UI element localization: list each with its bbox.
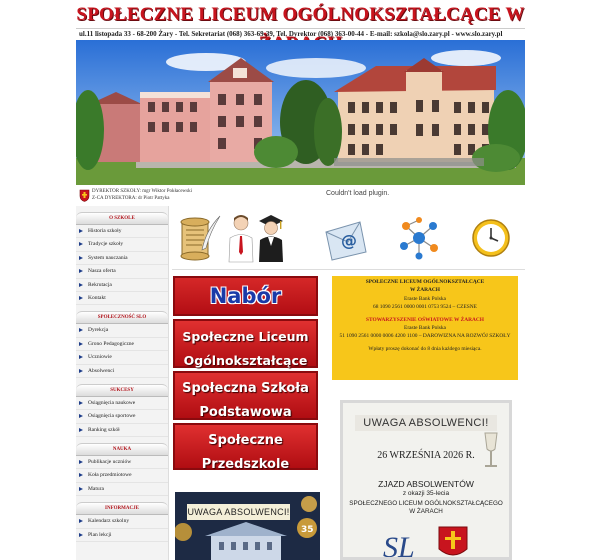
- sidebar-item-osiagniecia-naukowe[interactable]: [76, 397, 168, 410]
- payment-info-box: [332, 276, 518, 380]
- sidebar-item-label: System nauczania: [88, 254, 128, 261]
- info-account-tuition: 68 1090 2561 0000 0001 0753 9524 – CZESNE: [373, 304, 477, 311]
- sidebar-section-sukcesy: [76, 384, 168, 437]
- sidebar-item-kalendarz-szkolny[interactable]: [76, 515, 168, 528]
- sidebar-heading: SUKCESY: [76, 384, 168, 397]
- alumni-reunion-poster[interactable]: [340, 400, 512, 560]
- info-bank-name: Eraste Bank Polska: [404, 295, 446, 302]
- nav-arrow-icon: [79, 229, 83, 233]
- nav-arrow-icon: [79, 283, 83, 287]
- nav-arrow-icon: [79, 414, 83, 418]
- przedszkole-label-line2: Przedszkole: [201, 457, 290, 472]
- przedszkole-button[interactable]: [173, 423, 318, 470]
- poster-school: [343, 500, 509, 516]
- poster-school-line2: W ŻARACH: [409, 508, 443, 515]
- scroll-quill-icon[interactable]: [176, 212, 222, 264]
- info-payment-note: Wpłaty proszę dokonać do 8 dnia każdego miesiąca.: [368, 345, 482, 352]
- liceum-button[interactable]: [173, 319, 318, 368]
- sidebar-section-nauka: [76, 443, 168, 496]
- poster-reunion-line2: z okazji 35-lecia: [402, 490, 450, 497]
- sidebar-item-matura[interactable]: [76, 483, 168, 496]
- director-text: [92, 188, 192, 202]
- sidebar-item-rekrutacja[interactable]: [76, 279, 168, 292]
- sidebar-item-label: Plan lekcji: [88, 531, 112, 538]
- clock-icon[interactable]: [468, 212, 514, 264]
- nav-arrow-icon: [79, 296, 83, 300]
- quick-links-icon-row: [172, 206, 525, 270]
- podstawowa-label-line2: Podstawowa: [199, 405, 292, 420]
- poster-school-line1: SPOŁECZNEGO LICEUM OGÓLNOKSZTAŁCĄCEGO: [349, 500, 503, 507]
- director-info-row: [76, 186, 525, 206]
- nav-arrow-icon: [79, 401, 83, 405]
- plugin-error-message: Couldn't load plugin.: [326, 190, 390, 197]
- poster-date: 26 WRZEŚNIA 2026 R.: [377, 450, 475, 461]
- poster-title: UWAGA ABSOLWENCI!: [355, 415, 497, 431]
- alumni-poster-thumbnail[interactable]: [175, 492, 320, 560]
- sidebar-item-absolwenci[interactable]: [76, 365, 168, 378]
- info-bank-name-2: Eraste Bank Polska: [404, 325, 446, 332]
- sidebar-item-kontakt[interactable]: [76, 292, 168, 305]
- email-envelope-icon[interactable]: [322, 212, 368, 264]
- nav-arrow-icon: [79, 487, 83, 491]
- school-building-illustration: [76, 40, 525, 185]
- svg-text:SL: SL: [383, 531, 415, 560]
- liceum-label-line1: Społeczne Liceum: [182, 329, 309, 344]
- sidebar-heading: O SZKOLE: [76, 212, 168, 225]
- nav-arrow-icon: [79, 242, 83, 246]
- sidebar-item-grono-pedagogiczne[interactable]: [76, 338, 168, 351]
- sidebar-item-label: Nasza oferta: [88, 268, 116, 275]
- nav-arrow-icon: [79, 533, 83, 537]
- sidebar-item-label: Matura: [88, 485, 104, 492]
- sidebar-item-label: Rekrutacja: [88, 281, 112, 288]
- nav-arrow-icon: [79, 355, 83, 359]
- sidebar-item-label: Osiągnięcia sportowe: [88, 413, 136, 420]
- sidebar-item-label: Historia szkoły: [88, 228, 122, 234]
- graduate-icon[interactable]: [258, 212, 284, 264]
- nav-arrow-icon: [79, 328, 83, 332]
- sidebar-item-kola-przedmiotowe[interactable]: [76, 469, 168, 482]
- network-molecule-icon[interactable]: [396, 212, 442, 264]
- sidebar-item-label: Publikacje uczniów: [88, 459, 132, 466]
- sidebar-item-osiagniecia-sportowe[interactable]: [76, 410, 168, 423]
- sidebar-item-publikacje-uczniow[interactable]: [76, 456, 168, 469]
- sidebar-item-ranking-szkol[interactable]: [76, 424, 168, 437]
- poster-background-illustration: [175, 492, 320, 560]
- podstawowa-label-line1: Społeczna Szkoła: [182, 381, 309, 396]
- szkola-podstawowa-button[interactable]: [173, 371, 318, 420]
- sidebar-item-historia-szkoly[interactable]: [76, 225, 168, 238]
- sidebar-navigation: [76, 206, 169, 560]
- sidebar-item-plan-lekcji[interactable]: [76, 529, 168, 542]
- sidebar-item-label: Osiągnięcia naukowe: [88, 399, 136, 406]
- sidebar-item-system-nauczania[interactable]: [76, 252, 168, 265]
- info-school-name: SPOŁECZNE LICEUM OGÓLNOKSZTAŁCĄCE: [365, 279, 485, 285]
- sidebar-item-label: Uczniowie: [88, 354, 112, 361]
- sidebar-item-label: Kontakt: [88, 294, 106, 301]
- sidebar-item-label: Dyrekcja: [88, 327, 109, 334]
- sidebar-section-spolecznosc: [76, 311, 168, 378]
- nav-arrow-icon: [79, 369, 83, 373]
- contact-address-line: ul.11 listopada 33 - 68-200 Żary - Tel. Sekretariat (068) 363-69-39, Tel. Dyrektor (068) 363-00-44 - E-mail: szkola@slo.zary.pl - www.slo.zary.pl: [79, 30, 503, 38]
- nav-arrow-icon: [79, 473, 83, 477]
- sidebar-heading: SPOŁECZNOŚĆ SLO: [76, 311, 168, 324]
- sidebar-item-nasza-oferta[interactable]: [76, 265, 168, 278]
- nav-arrow-icon: [79, 256, 83, 260]
- sidebar-heading: NAUKA: [76, 443, 168, 456]
- school-crest-icon: [79, 189, 90, 202]
- sidebar-item-tradycje-szkoly[interactable]: [76, 238, 168, 251]
- sidebar-item-label: Tradycje szkoły: [88, 241, 124, 248]
- poster-reunion: [343, 479, 509, 499]
- nav-arrow-icon: [79, 428, 83, 432]
- director-line: DYREKTOR SZKOŁY: mgr Wiktor Pokłacewski: [92, 189, 192, 194]
- nabor-button[interactable]: [173, 276, 318, 316]
- site-title-banner[interactable]: [76, 0, 525, 29]
- site-container: [76, 0, 525, 560]
- sidebar-item-label: Ranking szkół: [88, 426, 120, 433]
- nav-arrow-icon: [79, 519, 83, 523]
- slo-logo-icon: [379, 521, 475, 560]
- svg-text:35: 35: [301, 525, 314, 535]
- nav-arrow-icon: [79, 342, 83, 346]
- poster-reunion-line1: ZJAZD ABSOLWENTÓW: [378, 479, 474, 489]
- sidebar-item-label: Koła przedmiotowe: [88, 472, 132, 479]
- nabor-label: Nabór: [209, 284, 282, 308]
- sidebar-item-dyrekcja[interactable]: [76, 324, 168, 337]
- info-association-name: STOWARZYSZENIE OŚWIATOWE W ŻARACH: [366, 316, 484, 323]
- info-account-donation: 51 1090 2561 0000 0006 4200 1100 – DAROWIZNA NA ROZWÓJ SZKOŁY: [339, 333, 511, 340]
- liceum-label-line2: Ogólnokształcące: [183, 353, 308, 368]
- school-building-photo: [76, 40, 525, 185]
- student-icon[interactable]: [228, 212, 254, 264]
- przedszkole-label-line1: Społeczne: [208, 433, 283, 448]
- sidebar-heading: INFORMACJE: [76, 502, 168, 515]
- sidebar-item-label: Absolwenci: [88, 367, 115, 374]
- sidebar-item-label: Grono Pedagogiczne: [88, 340, 134, 347]
- sidebar-section-o-szkole: [76, 212, 168, 305]
- nav-arrow-icon: [79, 460, 83, 464]
- svg-text:@: @: [341, 231, 357, 250]
- site-title: SPOŁECZNE LICEUM OGÓLNOKSZTAŁCĄCE W: [76, 4, 525, 25]
- sidebar-item-uczniowie[interactable]: [76, 351, 168, 364]
- info-school-city: W ŻARACH: [409, 287, 440, 294]
- deputy-director-line: Z-CA DYREKTORA: dr Piotr Pattyka: [92, 196, 170, 201]
- sidebar-section-informacje: [76, 502, 168, 542]
- nav-arrow-icon: [79, 269, 83, 273]
- poster-thumbnail-title: UWAGA ABSOLWENCI!: [187, 504, 290, 520]
- sidebar-item-label: Kalendarz szkolny: [88, 518, 130, 525]
